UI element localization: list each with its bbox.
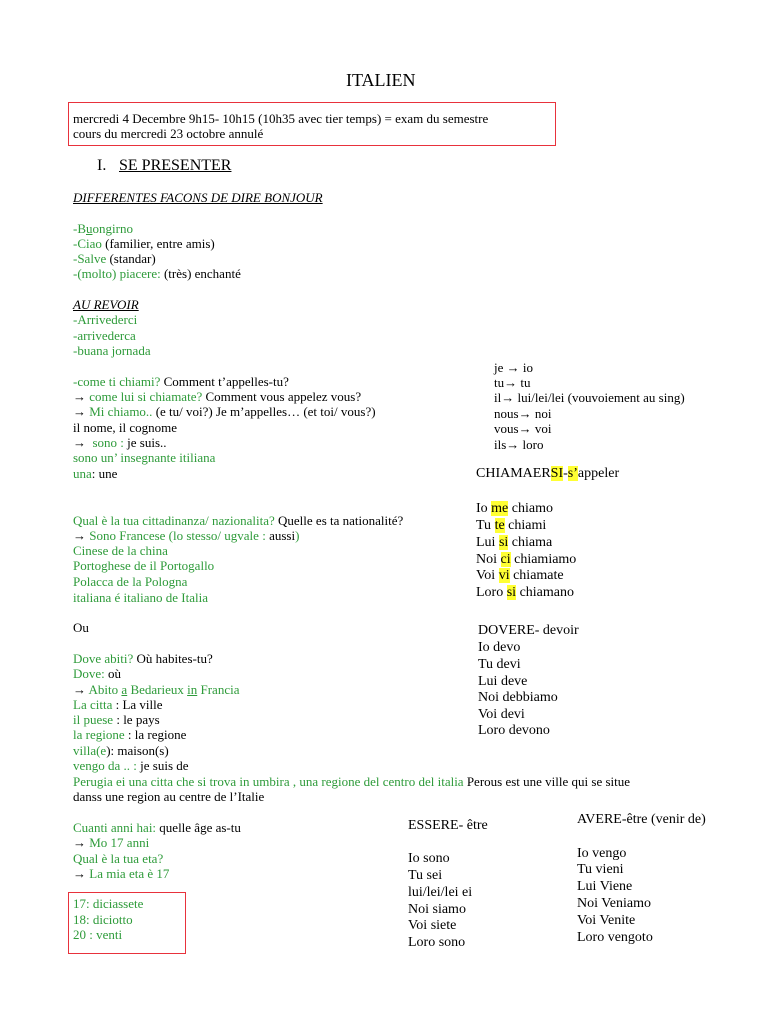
arrow-icon: →: [518, 421, 532, 436]
pronoun-row: il→ lui/lei/lei (vouvoiement au sing): [494, 390, 685, 405]
avere-row: Noi Veniamo: [577, 896, 652, 911]
essere-row: Loro sono: [408, 935, 466, 950]
avere-row: Lui Viene: [577, 879, 633, 894]
bonjour-item-piacere: -(molto) piacere: (très) enchanté: [73, 266, 241, 281]
chiami-line-1: -come ti chiami? Comment t’appelles-tu?: [73, 374, 289, 389]
avere-row: Loro vengoto: [577, 930, 653, 945]
nationality-line-1: Qual è la tua cittadinanza/ nazionalita? Quelle es ta nationalité?: [73, 513, 404, 528]
essere-row: Tu sei: [408, 868, 443, 883]
section-number: I.: [97, 157, 107, 174]
arrow-icon: →: [73, 435, 86, 450]
arrow-icon: →: [73, 866, 86, 881]
abiti-line-7: villa(e): maison(s): [73, 743, 169, 758]
chiami-line-6: sono un’ insegnante itiliana: [73, 450, 216, 465]
dovere-row: Voi devi: [478, 707, 525, 722]
essere-row: Io sono: [408, 851, 450, 866]
abiti-line-5: il puese : le pays: [73, 712, 160, 727]
chiami-line-3: → Mi chiamo.. (e tu/ voi?) Je m’appelles… (et toi/ vous?): [73, 404, 376, 419]
age-line-3: Qual è la tua eta?: [73, 851, 164, 866]
age-line-2: → Mo 17 anni: [73, 835, 150, 850]
chiamarsi-row: Tu te chiami: [476, 518, 547, 533]
essere-row: Voi siete: [408, 918, 457, 933]
dovere-heading: DOVERE- devoir: [478, 623, 579, 638]
number-item: 17: diciassete: [73, 896, 144, 911]
arrow-icon: →: [501, 390, 515, 405]
essere-heading: ESSERE- être: [408, 818, 488, 833]
dovere-row: Noi debbiamo: [478, 690, 558, 705]
chiamarsi-row: Noi ci chiamiamo: [476, 552, 577, 567]
arrow-icon: →: [506, 437, 520, 452]
essere-row: lui/lei/lei ei: [408, 885, 473, 900]
avere-row: Tu vieni: [577, 862, 624, 877]
chiami-line-7: una: une: [73, 466, 118, 481]
nationality-line-3: Cinese de la china: [73, 543, 168, 558]
nationality-line-2: → Sono Francese (lo stesso/ ugvale : aussi): [73, 528, 300, 543]
chiami-line-4: il nome, il cognome: [73, 420, 177, 435]
bonjour-heading: DIFFERENTES FACONS DE DIRE BONJOUR: [73, 190, 323, 205]
chiamarsi-row: Loro si chiamano: [476, 585, 574, 600]
dovere-row: Io devo: [478, 640, 521, 655]
arrow-icon: →: [73, 389, 86, 404]
pronoun-row: vous→ voi: [494, 421, 552, 436]
abiti-line-2: Dove: où: [73, 666, 122, 681]
chiamarsi-heading: CHIAMAERSI-s’appeler: [476, 466, 620, 481]
abiti-line-4: La citta : La ville: [73, 697, 163, 712]
revoir-item: -buana jornada: [73, 343, 151, 358]
chiamarsi-row: Voi vi chiamate: [476, 568, 564, 583]
dovere-row: Tu devi: [478, 657, 521, 672]
abiti-line-6: la regione : la regione: [73, 727, 187, 742]
chiamarsi-row: Lui si chiama: [476, 535, 553, 550]
age-line-1: Cuanti anni hai: quelle âge as-tu: [73, 820, 241, 835]
notice-line-1: mercredi 4 Decembre 9h15- 10h15 (10h35 avec tier temps) = exam du semestre: [73, 111, 489, 126]
nationality-line-5: Polacca de la Pologna: [73, 574, 188, 589]
revoir-heading: AU REVOIR: [73, 297, 139, 312]
pronoun-row: ils→ loro: [494, 437, 544, 452]
notice-line-2: cours du mercredi 23 octobre annulé: [73, 126, 264, 141]
age-line-4: → La mia eta è 17: [73, 866, 170, 881]
bonjour-item-ciao: -Ciao (familier, entre amis): [73, 236, 215, 251]
abiti-line-1: Dove abiti? Où habites-tu?: [73, 651, 213, 666]
avere-row: Voi Venite: [577, 913, 636, 928]
abiti-line-8: vengo da .. : je suis de: [73, 758, 189, 773]
arrow-icon: →: [73, 835, 86, 850]
bonjour-item-salve: -Salve (standar): [73, 251, 156, 266]
revoir-item: -arrivederca: [73, 328, 136, 343]
abiti-line-9: Perugia ei una citta che si trova in umbira , una regione del centro del italia Perous est une ville qui se situe: [73, 774, 631, 789]
revoir-item: -Arrivederci: [73, 312, 138, 327]
arrow-icon: →: [73, 682, 86, 697]
ou-text: Ou: [73, 620, 89, 635]
avere-row: Io vengo: [577, 846, 627, 861]
pronoun-row: tu→ tu: [494, 375, 531, 390]
arrow-icon: →: [73, 404, 86, 419]
arrow-icon: →: [504, 375, 518, 390]
abiti-line-3: → Abito a Bedarieux in Francia: [73, 682, 240, 697]
arrow-icon: →: [506, 360, 520, 375]
avere-heading: AVERE-être (venir de): [577, 812, 706, 827]
page-title: ITALIEN: [346, 70, 416, 90]
chiami-line-2: → come lui si chiamate? Comment vous appelez vous?: [73, 389, 362, 404]
number-item: 18: diciotto: [73, 912, 133, 927]
chiami-line-5: → sono : je suis..: [73, 435, 167, 450]
dovere-row: Lui deve: [478, 674, 528, 689]
nationality-line-6: italiana é italiano de Italia: [73, 590, 208, 605]
dovere-row: Loro devono: [478, 723, 550, 738]
bonjour-item-buongiorno: -Buongirno: [73, 221, 133, 236]
chiamarsi-row: Io me chiamo: [476, 501, 553, 516]
nationality-line-4: Portoghese de il Portogallo: [73, 558, 215, 573]
arrow-icon: →: [518, 406, 532, 421]
section-title: SE PRESENTER: [119, 157, 232, 174]
arrow-icon: →: [73, 528, 86, 543]
number-item: 20 : venti: [73, 927, 123, 942]
essere-row: Noi siamo: [408, 902, 466, 917]
abiti-line-10: danss une region au centre de l’Italie: [73, 789, 265, 804]
pronoun-row: nous→ noi: [494, 406, 552, 421]
pronoun-row: je → io: [494, 360, 534, 375]
